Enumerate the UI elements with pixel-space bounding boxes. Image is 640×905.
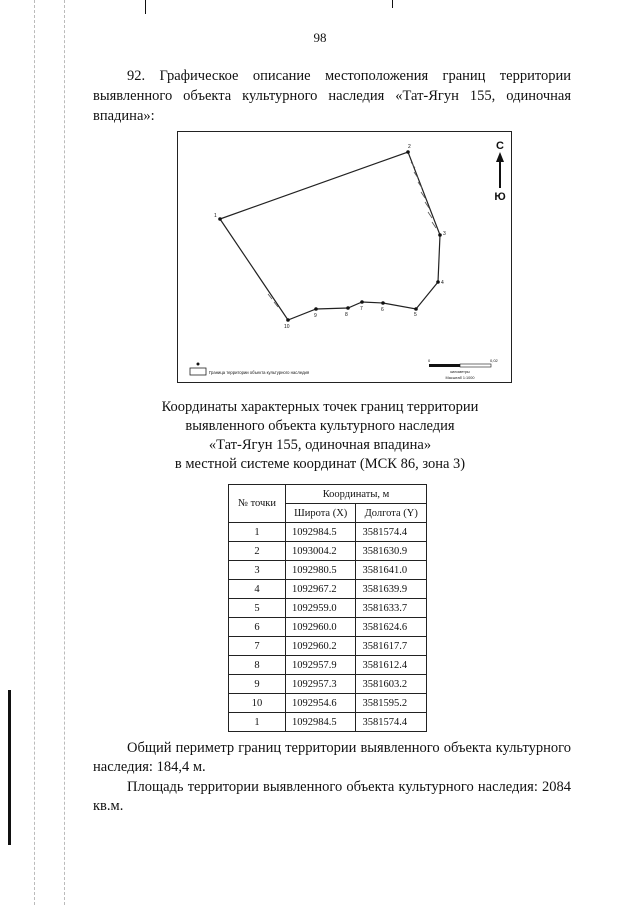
point-label-8: 8 (345, 312, 348, 318)
point-label-1: 1 (214, 213, 217, 219)
page-number: 98 (313, 30, 327, 45)
cell-point: 6 (229, 618, 286, 637)
cell-point: 10 (229, 694, 286, 713)
cell-y: 3581624.6 (356, 618, 427, 637)
point-label-2: 2 (408, 144, 411, 150)
cell-point: 3 (229, 561, 286, 580)
north-arrow (494, 140, 505, 203)
point-marker-10 (286, 318, 290, 322)
scale-bar-right (460, 364, 491, 367)
table-row (229, 599, 427, 618)
caption-line-1: Координаты характерных точек границ территории (161, 399, 479, 415)
scale-bar-left (429, 364, 460, 367)
table-header-row (229, 485, 427, 504)
cell-y: 3581574.4 (356, 523, 427, 542)
cell-point: 9 (229, 675, 286, 694)
table-row (229, 523, 427, 542)
cell-x: 1092984.5 (286, 713, 356, 732)
cell-x: 1093004.2 (286, 542, 356, 561)
point-marker-8 (346, 306, 350, 310)
cell-x: 1092967.2 (286, 580, 356, 599)
coordinates-caption (0, 398, 640, 474)
scale-unit: километры (450, 370, 470, 374)
scale-start: 0 (428, 358, 431, 363)
cell-point: 8 (229, 656, 286, 675)
boundary-line (220, 152, 440, 320)
table-row (229, 580, 427, 599)
north-label: С (496, 140, 504, 152)
north-arrow-shaft (499, 162, 501, 188)
scale-ratio: Масштаб 1:1000 (445, 376, 475, 380)
cell-point: 4 (229, 580, 286, 599)
header-lon: Долгота (Y) (356, 504, 427, 523)
boundary-map (177, 131, 512, 383)
intro-paragraph: 92. Графическое описание местоположения границ территории выявленного объекта культурного наследия «Тат-Ягун 155, одиночная впадина»: (93, 68, 571, 124)
scan-mark-top (145, 0, 146, 14)
table-row (229, 656, 427, 675)
map-legend (190, 363, 309, 376)
legend-boundary-swatch (190, 368, 206, 375)
cell-x: 1092959.0 (286, 599, 356, 618)
cell-y: 3581630.9 (356, 542, 427, 561)
cell-point: 2 (229, 542, 286, 561)
cell-point: 5 (229, 599, 286, 618)
cell-x: 1092957.9 (286, 656, 356, 675)
point-marker-2 (406, 150, 410, 154)
cell-x: 1092957.3 (286, 675, 356, 694)
cell-y: 3581603.2 (356, 675, 427, 694)
cell-point: 7 (229, 637, 286, 656)
boundary-points (218, 150, 442, 322)
scale-end: 0,02 (490, 358, 498, 363)
cell-point: 1 (229, 713, 286, 732)
caption-line-4: в местной системе координат (МСК 86, зона 3) (174, 456, 466, 472)
cell-x: 1092980.5 (286, 561, 356, 580)
cell-y: 3581595.2 (356, 694, 427, 713)
table-row (229, 637, 427, 656)
scan-mark-left (8, 690, 11, 845)
table-row (229, 542, 427, 561)
cell-y: 3581612.4 (356, 656, 427, 675)
table-row (229, 561, 427, 580)
point-label-9: 9 (314, 313, 317, 319)
table-row (229, 694, 427, 713)
point-marker-9 (314, 307, 318, 311)
perimeter-paragraph: Общий периметр границ территории выявленного объекта культурного наследия: 184,4 м. (93, 740, 571, 775)
table-row (229, 713, 427, 732)
cell-y: 3581574.4 (356, 713, 427, 732)
point-label-6: 6 (381, 307, 384, 313)
point-marker-3 (438, 233, 442, 237)
point-marker-5 (414, 307, 418, 311)
cell-y: 3581633.7 (356, 599, 427, 618)
point-marker-6 (381, 301, 385, 305)
header-lat: Широта (X) (286, 504, 356, 523)
cell-x: 1092960.0 (286, 618, 356, 637)
south-label: Ю (494, 191, 506, 203)
point-marker-7 (360, 300, 364, 304)
boundary-map-svg (178, 132, 513, 384)
table-row (229, 618, 427, 637)
header-point: № точки (229, 485, 286, 523)
scale-bar (428, 358, 499, 380)
cell-x: 1092984.5 (286, 523, 356, 542)
point-label-7: 7 (360, 306, 363, 312)
cell-x: 1092960.2 (286, 637, 356, 656)
point-label-10: 10 (284, 324, 290, 330)
legend-point-icon (197, 363, 200, 366)
header-coords: Координаты, м (286, 485, 427, 504)
table-row (229, 675, 427, 694)
north-arrow-head (496, 152, 504, 162)
point-marker-1 (218, 217, 222, 221)
point-label-3: 3 (443, 231, 446, 237)
legend-text: Граница территории объекта культурного наследия (209, 370, 310, 375)
boundary-hatching (268, 162, 436, 307)
area-paragraph: Площадь территории выявленного объекта культурного наследия: 2084 кв.м. (93, 779, 571, 814)
point-label-4: 4 (441, 280, 444, 286)
cell-y: 3581617.7 (356, 637, 427, 656)
cell-point: 1 (229, 523, 286, 542)
point-label-5: 5 (414, 312, 417, 318)
scan-mark-top-right (392, 0, 393, 8)
cell-x: 1092954.6 (286, 694, 356, 713)
caption-line-2: выявленного объекта культурного наследия (185, 418, 455, 434)
caption-line-3: «Тат-Ягун 155, одиночная впадина» (208, 437, 432, 453)
coordinates-table (228, 484, 427, 732)
point-marker-4 (436, 280, 440, 284)
cell-y: 3581641.0 (356, 561, 427, 580)
cell-y: 3581639.9 (356, 580, 427, 599)
